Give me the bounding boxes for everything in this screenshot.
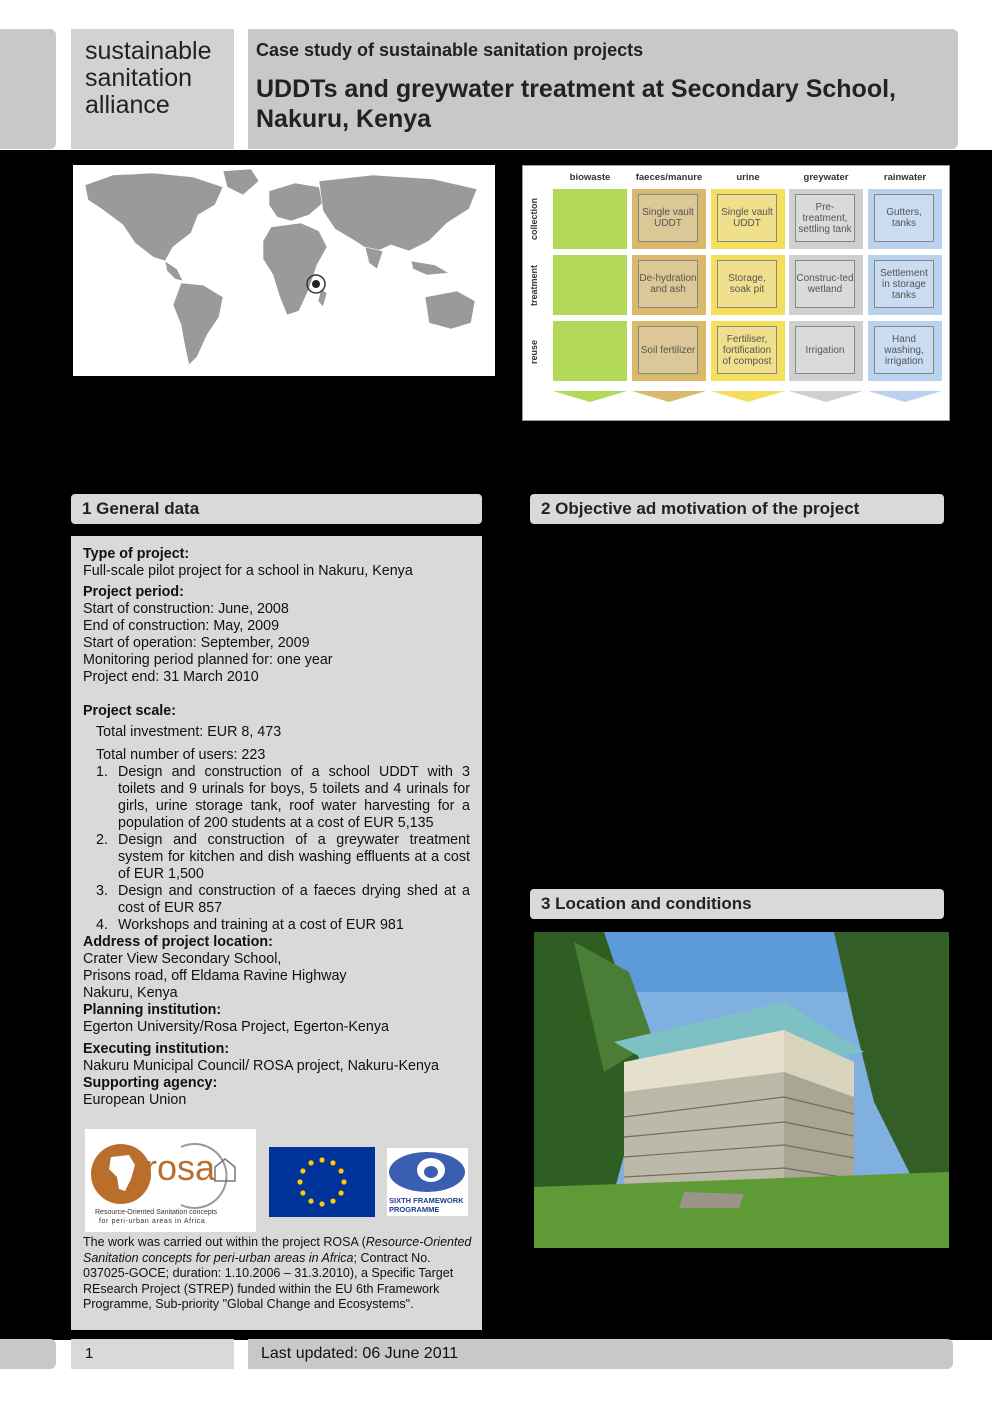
page-subtitle: Case study of sustainable sanitation projects <box>256 40 644 60</box>
matrix-cell-text: Pre-treatment, settling tank <box>795 194 855 242</box>
matrix-arrow <box>632 391 706 402</box>
rosa-wordmark: rosa <box>145 1147 216 1188</box>
period-line: Start of operation: September, 2009 <box>83 635 310 651</box>
matrix-cell <box>632 321 706 381</box>
eu-star-icon <box>339 1190 344 1195</box>
credit-italic: Resource-Oriented Sanitation concepts for peri-urban areas in Africa <box>83 1235 472 1265</box>
executing-label: Executing institution: <box>83 1041 230 1057</box>
list-item <box>83 832 470 883</box>
general-data-content <box>83 546 473 1109</box>
planning-label: Planning institution: <box>83 1002 222 1018</box>
rosa-caption-1: Resource-Oriented Sanitation concepts <box>95 1209 218 1216</box>
matrix-cell <box>632 255 706 315</box>
rosa-logo <box>85 1129 256 1232</box>
eu-star-icon <box>308 1199 313 1204</box>
address-line: Nakuru, Kenya <box>83 985 178 1001</box>
executing-value: Nakuru Municipal Council/ ROSA project, Nakuru-Kenya <box>83 1058 439 1074</box>
matrix-cell <box>868 321 942 381</box>
list-text: Design and construction of a school UDDT with 3 toilets and 9 urinals for boys, 5 toilets and 4 urinals for girls, urine storage tank, roof water harvesting for a population of 200 students at a cost of EUR 5,135 <box>118 764 470 831</box>
matrix-cell-text: Fertiliser, fortification of compost <box>717 326 777 374</box>
logo-line-1: sustainable <box>85 37 212 65</box>
sixth-framework-logo <box>387 1148 468 1216</box>
school-building-photo <box>534 932 949 1248</box>
list-text: Design and construction of a greywater treatment system for kitchen and dish washing effluents at a cost of EUR 1,500 <box>118 832 470 882</box>
matrix-cell <box>868 255 942 315</box>
ssa-logo <box>85 38 211 119</box>
matrix-arrow <box>789 391 863 402</box>
matrix-cell <box>632 189 706 249</box>
eu-star-icon <box>341 1179 346 1184</box>
type-value: Full-scale pilot project for a school in Nakuru, Kenya <box>83 563 413 579</box>
matrix-cell <box>553 189 627 249</box>
matrix-cell-text: Hand washing, irrigation <box>874 326 934 374</box>
supporting-label: Supporting agency: <box>83 1075 218 1091</box>
matrix-cell <box>868 189 942 249</box>
eu-star-icon <box>300 1190 305 1195</box>
period-line: End of construction: May, 2009 <box>83 618 280 634</box>
supporting-value: European Union <box>83 1092 187 1108</box>
page-background-bottom <box>0 1370 992 1403</box>
credit-text <box>83 1235 473 1313</box>
address-label: Address of project location: <box>83 934 273 950</box>
section-objective: 2 Objective ad motivation of the project <box>530 494 944 524</box>
sanitation-system-matrix <box>522 165 950 421</box>
matrix-cell-text: Single vault UDDT <box>638 194 698 242</box>
last-updated: Last updated: 06 June 2011 <box>248 1339 953 1369</box>
matrix-cell-text: Construc-ted wetland <box>795 260 855 308</box>
world-map <box>73 165 495 376</box>
eu-star-icon <box>319 1201 324 1206</box>
period-line: Monitoring period planned for: one year <box>83 652 333 668</box>
eu-star-icon <box>330 1199 335 1204</box>
logo-line-3: alliance <box>85 91 170 119</box>
sixth-line-2: PROGRAMME <box>389 1205 440 1214</box>
list-text: Design and construction of a faeces drying shed at a cost of EUR 857 <box>118 883 470 916</box>
scale-list <box>83 764 473 934</box>
planning-value: Egerton University/Rosa Project, Egerton-Kenya <box>83 1019 389 1035</box>
matrix-col-urine: urine <box>736 172 760 183</box>
page-number: 1 <box>71 1339 234 1369</box>
period-label: Project period: <box>83 584 184 600</box>
eu-stars-graphic <box>269 1147 375 1217</box>
world-map-graphic <box>73 165 495 376</box>
photo-graphic <box>534 932 949 1248</box>
matrix-cell <box>553 255 627 315</box>
matrix-cell <box>789 189 863 249</box>
eu-star-icon <box>339 1168 344 1173</box>
matrix-cell <box>711 255 785 315</box>
eu-star-icon <box>300 1168 305 1173</box>
matrix-cell <box>789 321 863 381</box>
header-left-tab <box>0 29 56 149</box>
sixth-line-1: SIXTH FRAMEWORK <box>389 1196 464 1205</box>
scale-label: Project scale: <box>83 703 176 719</box>
matrix-col-biowaste: biowaste <box>569 172 611 183</box>
list-number: 3. <box>96 883 108 899</box>
logo-line-2: sanitation <box>85 64 193 92</box>
eu-star-icon <box>330 1160 335 1165</box>
list-item <box>83 883 470 917</box>
matrix-cell-text: Irrigation <box>795 326 855 374</box>
matrix-arrow <box>553 391 627 402</box>
section-location: 3 Location and conditions <box>530 889 944 919</box>
matrix-cell <box>711 189 785 249</box>
list-number: 2. <box>96 832 108 848</box>
footer-left-tab <box>0 1339 56 1369</box>
eu-flag-logo <box>269 1147 375 1217</box>
sixth-framework-graphic <box>387 1148 468 1198</box>
page-title: UDDTs and greywater treatment at Secondary School, Nakuru, Kenya <box>256 75 896 133</box>
matrix-row-reuse: reuse <box>529 339 539 364</box>
list-number: 4. <box>96 917 108 933</box>
matrix-col-faeces: faeces/manure <box>635 172 703 183</box>
period-line: Project end: 31 March 2010 <box>83 669 259 685</box>
credit-part-3: Specific Target REsearch Project (STREP) funded within the EU 6th Framework Programme, Sub-priority "Global Change and Ecosystems". <box>83 1266 454 1311</box>
matrix-cell-text: Settlement in storage tanks <box>874 260 934 308</box>
list-text: Workshops and training at a cost of EUR 981 <box>118 917 404 933</box>
matrix-cell-text: Soil fertilizer <box>638 326 698 374</box>
type-label: Type of project: <box>83 546 190 562</box>
eu-star-icon <box>319 1157 324 1162</box>
section-general-data: 1 General data <box>71 494 482 524</box>
address-line: Prisons road, off Eldama Ravine Highway <box>83 968 347 984</box>
matrix-cell-text: Single vault UDDT <box>717 194 777 242</box>
matrix-arrow <box>868 391 942 402</box>
investment: Total investment: EUR 8, 473 <box>96 724 282 740</box>
eu-star-icon <box>308 1160 313 1165</box>
matrix-cell-text: Gutters, tanks <box>874 194 934 242</box>
matrix-cell <box>553 321 627 381</box>
credit-part-2: ; Contract No. 037025-GOCE; duration: 1.10.2006 – 31.3.2010), a <box>83 1250 431 1280</box>
matrix-col-rainwater: rainwater <box>883 172 927 183</box>
matrix-cell-text: Storage, soak pit <box>717 260 777 308</box>
list-item <box>83 764 470 832</box>
rosa-caption-2: for peri-urban areas in Africa <box>99 1218 206 1225</box>
matrix-cell <box>789 255 863 315</box>
matrix-row-collection: collection <box>529 197 539 240</box>
matrix-cell-text: De-hydration and ash <box>638 260 698 308</box>
matrix-col-greywater: greywater <box>803 172 849 183</box>
address-line: Crater View Secondary School, <box>83 951 282 967</box>
users: Total number of users: 223 <box>96 747 266 763</box>
period-line: Start of construction: June, 2008 <box>83 601 289 617</box>
matrix-cell <box>711 321 785 381</box>
credit-part-1: The work was carried out within the project ROSA ( <box>83 1235 366 1249</box>
list-item <box>83 917 470 934</box>
matrix-row-treatment: treatment <box>529 264 539 306</box>
matrix-arrow <box>711 391 785 402</box>
eu-star-icon <box>297 1179 302 1184</box>
list-number: 1. <box>96 764 108 780</box>
